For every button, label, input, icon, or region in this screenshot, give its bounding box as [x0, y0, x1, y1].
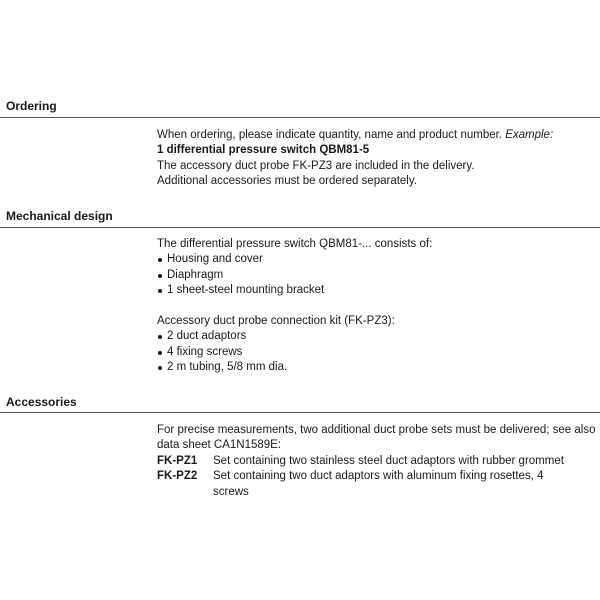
accessory-code: FK-PZ2: [157, 470, 198, 483]
list-item: Diaphragm: [157, 268, 597, 283]
section-title-ordering: Ordering: [6, 99, 57, 113]
section-title-accessories: Accessories: [6, 395, 77, 409]
list-item: 2 duct adaptors: [157, 329, 597, 344]
example-label: Example:: [505, 129, 554, 141]
section-title-mechanical-design: Mechanical design: [6, 209, 113, 223]
accessory-description: Set containing two duct adaptors with aluminum fixing rosettes, 4 screws: [213, 470, 544, 498]
kit-intro: Accessory duct probe connection kit (FK-PZ3):: [157, 315, 395, 328]
ordering-line: Additional accessories must be ordered separately.: [157, 175, 417, 188]
mechanical-body: [157, 237, 597, 376]
kit-list: [157, 329, 597, 375]
accessory-row: [157, 469, 597, 500]
list-item: 2 m tubing, 5/8 mm dia.: [157, 360, 597, 375]
component-list: [157, 252, 597, 298]
accessory-code: FK-PZ1: [157, 454, 198, 467]
mechanical-intro: The differential pressure switch QBM81-... consists of:: [157, 238, 433, 250]
accessory-description: Set containing two stainless steel duct adaptors with rubber grommet: [213, 454, 564, 467]
accessory-row: [157, 454, 597, 469]
ordering-line: The accessory duct probe FK-PZ3 are included in the delivery.: [157, 159, 475, 172]
accessories-intro: For precise measurements, two additional duct probe sets must be delivered; see also data sheet CA1N1589E:: [157, 424, 596, 452]
ordering-example: 1 differential pressure switch QBM81-5: [157, 144, 370, 157]
ordering-body: [157, 128, 597, 190]
section-divider: [0, 227, 600, 228]
list-item: Housing and cover: [157, 252, 597, 267]
section-divider: [0, 412, 600, 413]
section-divider: [0, 117, 600, 118]
ordering-intro: When ordering, please indicate quantity, name and product number. Example:: [157, 129, 554, 141]
accessories-body: [157, 423, 597, 500]
list-item: 4 fixing screws: [157, 345, 597, 360]
list-item: 1 sheet-steel mounting bracket: [157, 283, 597, 298]
